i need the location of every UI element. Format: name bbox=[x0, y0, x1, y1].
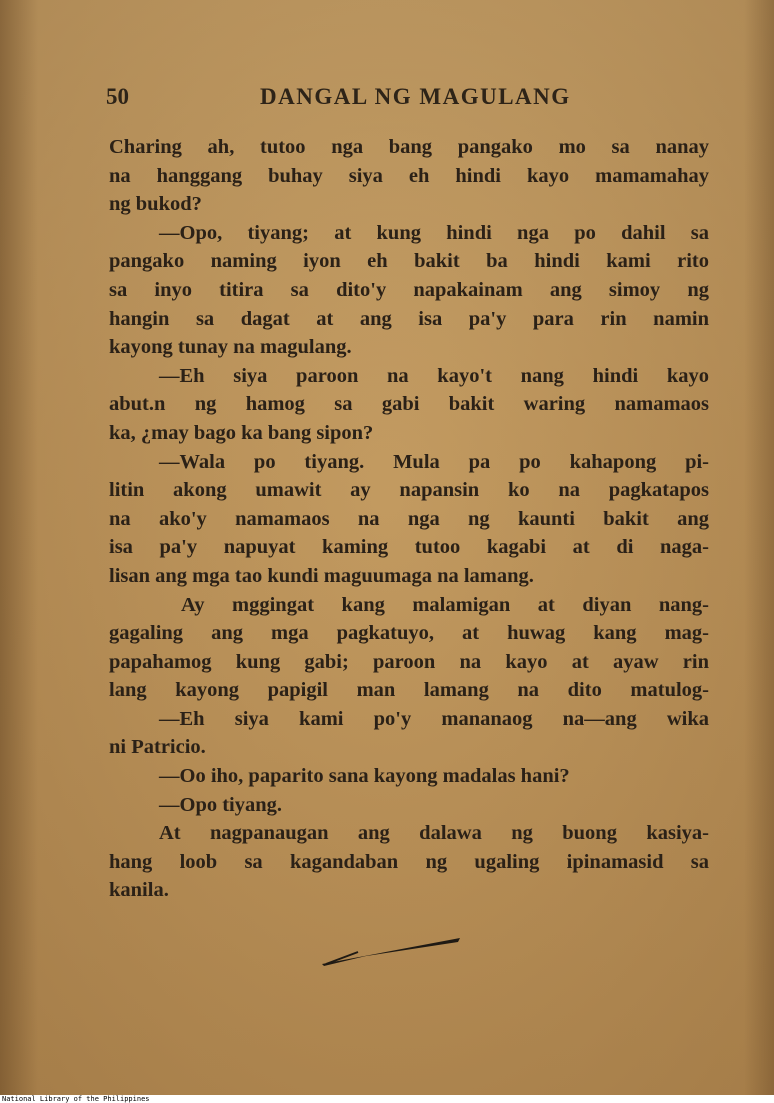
text-line: hangin sa dagat at ang isa pa'y para rin namin bbox=[109, 307, 709, 330]
page-header bbox=[106, 84, 706, 116]
text-line: litin akong umawit ay napansin ko na pagkatapos bbox=[109, 479, 709, 502]
page-number: 50 bbox=[106, 84, 129, 109]
text-line: pangako naming iyon eh bakit ba hindi kami rito bbox=[109, 250, 709, 273]
text-line: abut.n ng hamog sa gabi bakit waring namamaos bbox=[109, 393, 709, 416]
text-line: gagaling ang mga pagkatuyo, at huwag kang mag- bbox=[109, 622, 709, 645]
text-line: na hanggang buhay siya eh hindi kayo mamamahay bbox=[109, 164, 709, 187]
text-line: lisan ang mga tao kundi maguumaga na lamang. bbox=[109, 564, 534, 587]
text-line: lang kayong papigil man lamang na dito matulog- bbox=[109, 679, 709, 702]
text-line: isa pa'y napuyat kaming tutoo kagabi at di naga- bbox=[109, 536, 709, 559]
text-line: —Oo iho, paparito sana kayong madalas hani? bbox=[159, 765, 570, 788]
page-shadow-left bbox=[0, 0, 38, 1095]
running-title: DANGAL NG MAGULANG bbox=[260, 84, 571, 109]
text-line: papahamog kung gabi; paroon na kayo at ayaw rin bbox=[109, 650, 709, 673]
text-line: Charing ah, tutoo nga bang pangako mo sa nanay bbox=[109, 136, 709, 158]
text-line: ni Patricio. bbox=[109, 736, 206, 759]
text-line: kayong tunay na magulang. bbox=[109, 336, 352, 359]
text-line: Ay mggingat kang malamigan at diyan nang- bbox=[181, 593, 709, 616]
text-line: kanila. bbox=[109, 879, 169, 902]
text-line: ka, ¿may bago ka bang sipon? bbox=[109, 421, 374, 444]
text-line: —Opo, tiyang; at kung hindi nga po dahil sa bbox=[159, 221, 709, 244]
library-credit: National Library of the Philippines bbox=[2, 1095, 150, 1103]
text-line: ng bukod? bbox=[109, 193, 202, 216]
page-shadow-right bbox=[744, 0, 774, 1095]
text-line: —Opo tiyang. bbox=[159, 793, 283, 816]
text-line: At nagpanaugan ang dalawa ng buong kasiya- bbox=[159, 822, 709, 845]
body-text bbox=[109, 133, 709, 905]
text-line: —Eh siya paroon na kayo't nang hindi kayo bbox=[159, 364, 709, 387]
dash-flourish-icon bbox=[318, 930, 466, 970]
text-line: —Eh siya kami po'y mananaog na—ang wika bbox=[159, 707, 709, 730]
text-line: hang loob sa kagandaban ng ugaling ipinamasid sa bbox=[109, 850, 709, 873]
text-line: na ako'y namamaos na nga ng kaunti bakit ang bbox=[109, 507, 709, 530]
text-line: sa inyo titira sa dito'y napakainam ang simoy ng bbox=[109, 278, 709, 301]
text-line: —Wala po tiyang. Mula pa po kahapong pi- bbox=[159, 450, 709, 473]
